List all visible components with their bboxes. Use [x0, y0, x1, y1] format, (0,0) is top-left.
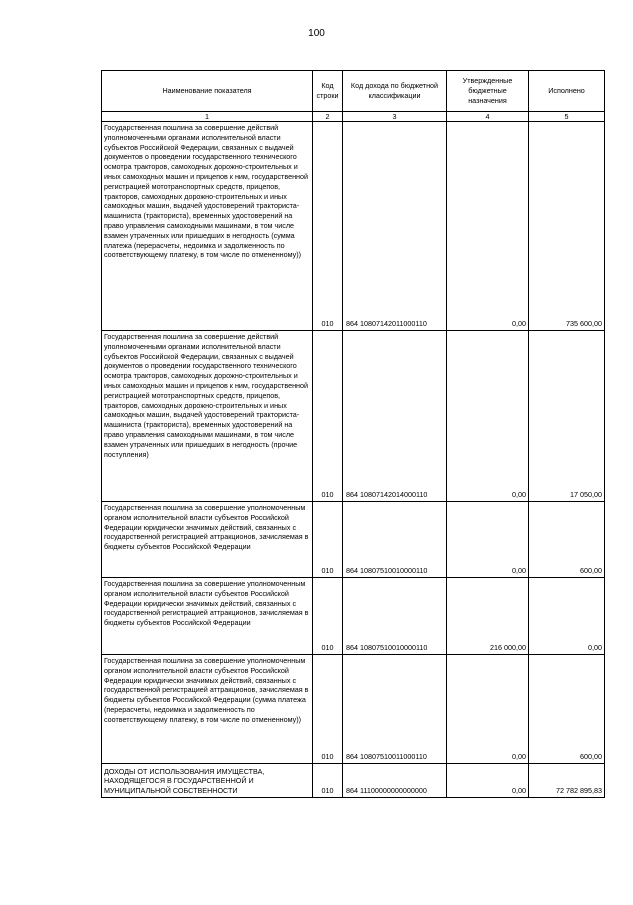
header-approved: Утвержденные бюджетные назначения [447, 71, 529, 112]
column-number: 5 [529, 112, 605, 122]
row-executed: 735 600,00 [529, 122, 605, 331]
table-row [102, 122, 605, 331]
row-line-code: 010 [313, 502, 343, 578]
header-line-code: Код строки [313, 71, 343, 112]
table-row [102, 502, 605, 578]
header-executed: Исполнено [529, 71, 605, 112]
row-line-code: 010 [313, 331, 343, 502]
row-approved: 0,00 [447, 502, 529, 578]
table-row [102, 655, 605, 764]
table-header-row [102, 71, 605, 112]
column-number: 3 [343, 112, 447, 122]
row-name: Государственная пошлина за совершение уполномоченным органом исполнительной власти субъектов Российской Федерации юридически значимых действий, связанных с государственной регистрацией аттракционов, зачисляемая в бюджеты субъектов Российской Федерации (сумма платежа (перерасчеты, недоимка и задолженность по соответствующему платежу, в том числе по отмененному)) [102, 655, 313, 764]
row-approved: 0,00 [447, 331, 529, 502]
row-approved: 216 000,00 [447, 578, 529, 655]
row-executed: 72 782 895,83 [529, 764, 605, 798]
row-executed: 0,00 [529, 578, 605, 655]
row-revenue-code: 864 11100000000000000 [343, 764, 447, 798]
row-revenue-code: 864 10807142011000110 [343, 122, 447, 331]
column-number-row [102, 112, 605, 122]
row-name: Государственная пошлина за совершение уполномоченным органом исполнительной власти субъектов Российской Федерации юридически значимых действий, связанных с государственной регистрацией аттракционов, зачисляемая в бюджеты субъектов Российской Федерации [102, 578, 313, 655]
row-line-code: 010 [313, 578, 343, 655]
row-revenue-code: 864 10807510010000110 [343, 502, 447, 578]
row-line-code: 010 [313, 655, 343, 764]
row-name: Государственная пошлина за совершение уполномоченным органом исполнительной власти субъектов Российской Федерации юридически значимых действий, связанных с государственной регистрацией аттракционов, зачисляемая в бюджеты субъектов Российской Федерации [102, 502, 313, 578]
row-line-code: 010 [313, 122, 343, 331]
row-name: ДОХОДЫ ОТ ИСПОЛЬЗОВАНИЯ ИМУЩЕСТВА, НАХОДЯЩЕГОСЯ В ГОСУДАРСТВЕННОЙ И МУНИЦИПАЛЬНОЙ СОБСТВЕННОСТИ [102, 764, 313, 798]
row-revenue-code: 864 10807142014000110 [343, 331, 447, 502]
row-name: Государственная пошлина за совершение действий уполномоченными органами исполнительной власти субъектов Российской Федерации, связанных с выдачей документов о проведении государственного технического осмотра тракторов, самоходных дорожно-строительных и иных самоходных машин и прицепов к ним, государственной регистрацией мототранспортных средств, прицепов, тракторов, самоходных дорожно-строительных и иных самоходных машин, выдачей удостоверений тракториста-машиниста (тракториста), временных удостоверений на право управления самоходными машинами, в том числе взамен утраченных или пришедших в негодность (сумма платежа (перерасчеты, недоимка и задолженность по соответствующему платежу, в том числе по отмененному)) [102, 122, 313, 331]
table-row [102, 331, 605, 502]
row-revenue-code: 864 10807510011000110 [343, 655, 447, 764]
column-number: 1 [102, 112, 313, 122]
column-number: 2 [313, 112, 343, 122]
row-executed: 600,00 [529, 502, 605, 578]
row-name: Государственная пошлина за совершение действий уполномоченными органами исполнительной власти субъектов Российской Федерации, связанных с выдачей документов о проведении государственного технического осмотра тракторов, самоходных дорожно-строительных и иных самоходных машин и прицепов к ним, государственной регистрацией мототранспортных средств, прицепов, тракторов, самоходных дорожно-строительных и иных самоходных машин, выдачей удостоверений тракториста-машиниста (тракториста), временных удостоверений на право управления самоходными машинами, в том числе взамен утраченных или пришедших в негодность (прочие поступления) [102, 331, 313, 502]
table-row [102, 578, 605, 655]
row-approved: 0,00 [447, 764, 529, 798]
row-executed: 17 050,00 [529, 331, 605, 502]
budget-revenue-table [101, 70, 605, 798]
page-number: 100 [308, 28, 325, 39]
row-executed: 600,00 [529, 655, 605, 764]
header-name: Наименование показателя [102, 71, 313, 112]
column-number: 4 [447, 112, 529, 122]
row-line-code: 010 [313, 764, 343, 798]
row-approved: 0,00 [447, 655, 529, 764]
row-revenue-code: 864 10807510010000110 [343, 578, 447, 655]
header-revenue-code: Код дохода по бюджетной классификации [343, 71, 447, 112]
table-row [102, 764, 605, 798]
row-approved: 0,00 [447, 122, 529, 331]
